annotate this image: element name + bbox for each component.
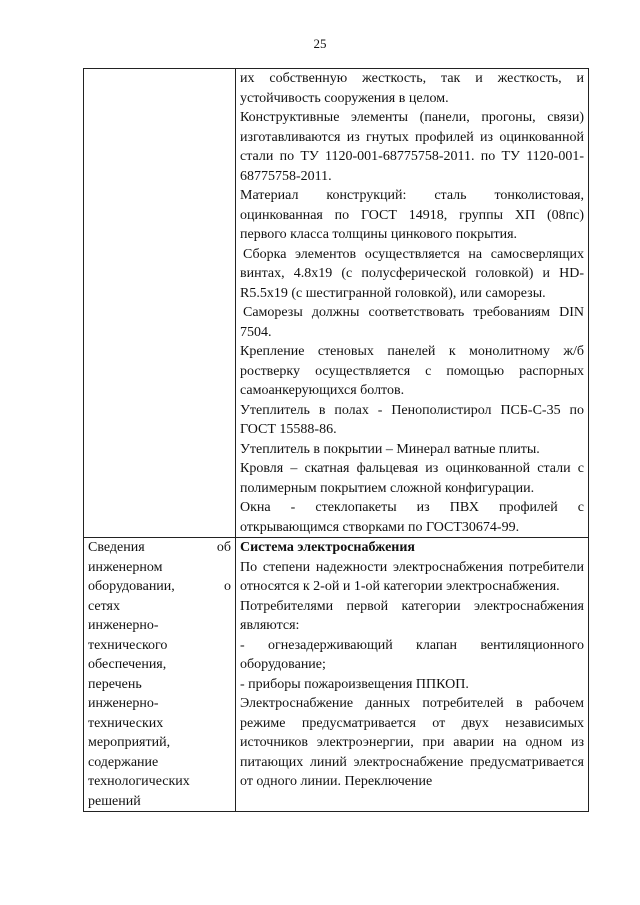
paragraph: Саморезы должны соответствовать требованиям DIN 7504. (240, 305, 584, 340)
left-cell-empty (84, 69, 236, 538)
paragraph: Утеплитель в покрытии – Минерал ватные плиты. (240, 441, 540, 457)
paragraph: Материал конструкций: сталь тонколистовая, оцинкованная по ГОСТ 14918, группы ХП (08пс) первого класса толщины цинкового покрытия. (240, 188, 584, 242)
page-number: 25 (313, 36, 327, 51)
table-row (84, 538, 589, 812)
label-line: перечень (88, 676, 142, 692)
label-line: обеспечения, (88, 657, 167, 672)
paragraph: Утеплитель в полах - Пенополистирол ПСБ-С-35 по ГОСТ 15588-86. (240, 402, 584, 437)
paragraph: Крепление стеновых панелей к монолитному ж/б ростверку осуществляется с помощью распорных самоанкерующихся болтов. (240, 344, 584, 398)
paragraph: Потребителями первой категории электроснабжения являются: (240, 598, 584, 633)
paragraph: Конструктивные элементы (панели, прогоны, связи) изготавливаются из гнутых профилей из оцинкованной стали по ТУ 1120-001-68775758-2011. по ТУ 1120-001-68775758-2011. (240, 110, 584, 184)
paragraph: - приборы пожароизвещения ППКОП. (240, 676, 469, 692)
paragraph: По степени надежности электроснабжения потребители относятся к 2-ой и 1-ой категории электроснабжения. (240, 559, 584, 594)
label-line: мероприятий, (88, 735, 171, 750)
section-heading: Система электроснабжения (240, 540, 416, 555)
table-row (84, 69, 589, 538)
paragraph: Окна - стеклопакеты из ПВХ профилей с открывающимся створками по ГОСТ30674-99. (240, 500, 584, 535)
label-line: Сведения об (88, 540, 231, 555)
label-line: инженерно- (88, 696, 159, 711)
label-line: оборудовании, о (88, 579, 231, 594)
label-line: технического (88, 637, 168, 653)
document-table (83, 68, 589, 812)
right-cell-power-supply (236, 538, 589, 812)
paragraph: Кровля – скатная фальцевая из оцинкованной стали с полимерным покрытием сложной конфигурации. (240, 461, 584, 496)
paragraph: Электроснабжение данных потребителей в рабочем режиме предусматривается от двух независимых источников электроэнергии, при аварии на одном из питающих линий электроснабжение предусматривается от одного линии. Переключение (240, 696, 584, 789)
right-cell-construction (236, 69, 589, 538)
paragraph: - огнезадерживающий клапан вентиляционного оборудование; (240, 637, 584, 672)
label-line: решений (88, 793, 141, 809)
label-line: содержание (88, 754, 159, 770)
label-line: технических (88, 715, 164, 731)
label-line: инженерно- (88, 618, 159, 633)
label-line: сетях (88, 598, 120, 614)
label-line: технологических (88, 774, 190, 789)
paragraph: Сборка элементов осуществляется на самосверлящих винтах, 4.8х19 (с полусферической головкой) и HD-R5.5x19 (с шестигранной головкой), или саморезы. (240, 246, 584, 301)
paragraph: их собственную жесткость, так и жесткость, и устойчивость сооружения в целом. (240, 71, 584, 106)
left-cell-engineering-info (84, 538, 236, 812)
label-line: инженерном (88, 559, 163, 575)
